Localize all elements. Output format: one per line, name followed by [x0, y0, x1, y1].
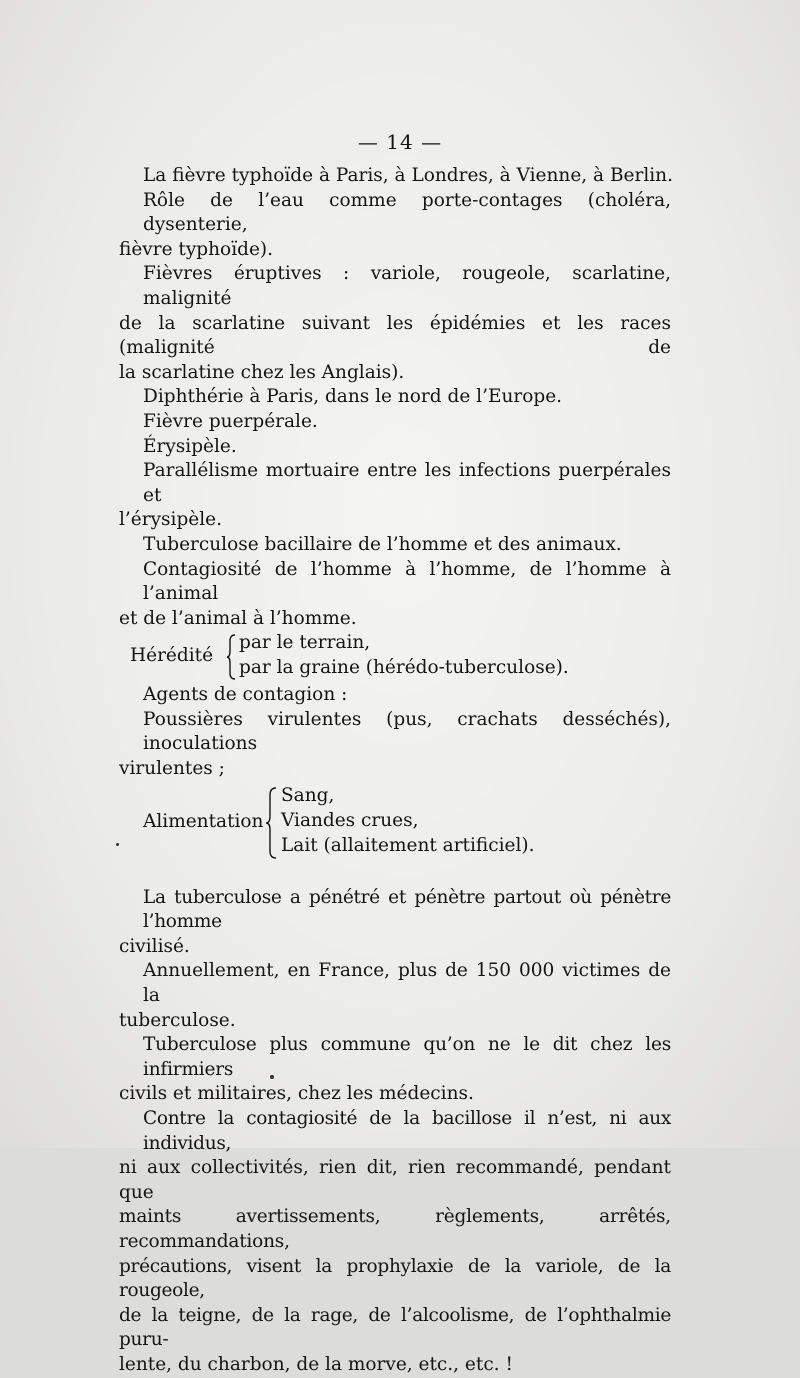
text-line: et de l’animal à l’homme. [119, 607, 357, 629]
text-line: civilisé. [119, 935, 190, 957]
text-line: Contre la contagiosité de la bacillose il n’est, ni aux individus, [143, 1108, 671, 1154]
text-line: la scarlatine chez les Anglais). [119, 361, 405, 383]
text-line: virulentes ; [119, 758, 225, 780]
text-line: tuberculose. [119, 1009, 236, 1031]
text-line: Rôle de l’eau comme porte-contages (choléra, dysenterie, [143, 189, 671, 236]
heredite-item: par la graine (hérédo-tuberculose). [239, 657, 569, 679]
text-line: Parallélisme mortuaire entre les infections puerpérales et [143, 460, 671, 506]
text-line: Poussières virulentes (pus, crachats desséchés), inoculations [143, 708, 671, 755]
text-line: Diphthérie à Paris, dans le nord de l’Europe. [143, 386, 563, 408]
text-line: Contagiosité de l’homme à l’homme, de l’homme à l’animal [143, 558, 671, 605]
page-number: — 14 — [357, 130, 443, 154]
text-line: Annuellement, en France, plus de 150 000 victimes de la [143, 960, 671, 1007]
alimentation-block [119, 784, 671, 860]
text-line: lente, du charbon, de la morve, etc., etc. ! [119, 1353, 513, 1375]
text-line: ni aux collectivités, rien dit, rien recommandé, pendant que [119, 1157, 671, 1203]
text-line: La tuberculose a pénétré et pénètre partout où pénètre l’homme [143, 886, 671, 933]
text-line: de la scarlatine suivant les épidémies et les races (malignité de [119, 312, 671, 359]
alimentation-label: Alimentation [143, 810, 264, 832]
text-line: Érysipèle. [143, 435, 237, 457]
text-line: l’érysipèle. [119, 509, 222, 531]
heredite-block [119, 631, 671, 681]
text-line: Fièvres éruptives : variole, rougeole, scarlatine, malignité [143, 263, 671, 309]
text-line: Fièvre puerpérale. [143, 410, 318, 432]
text-line: fièvre typhoïde). [119, 238, 273, 260]
alimentation-item: Lait (allaitement artificiel). [281, 834, 535, 856]
brace-icon [227, 633, 237, 681]
alimentation-item: Sang, [281, 784, 335, 806]
text-line: Agents de contagion : [143, 684, 348, 706]
print-speck [270, 1075, 274, 1079]
text-line: La fièvre typhoïde à Paris, à Londres, à Vienne, à Berlin. [143, 165, 673, 186]
text-line: civils et militaires, chez les médecins. [119, 1083, 474, 1105]
text-line: de la teigne, de la rage, de l’alcoolisme, de l’ophthalmie puru- [119, 1304, 671, 1351]
heredite-label: Hérédité [130, 645, 214, 667]
alimentation-item: Viandes crues, [281, 809, 419, 831]
print-speck [116, 843, 119, 846]
brace-icon [266, 786, 278, 860]
text-line: Tuberculose plus commune qu’on ne le dit chez les infirmiers [143, 1034, 671, 1080]
text-line: précautions, visent la prophylaxie de la variole, de la rougeole, [119, 1255, 671, 1302]
text-line: maints avertissements, règlements, arrêtés, recommandations, [119, 1206, 671, 1252]
text-line: Tuberculose bacillaire de l’homme et des animaux. [143, 533, 622, 555]
page-text [119, 164, 671, 1378]
heredite-item: par le terrain, [239, 632, 371, 654]
